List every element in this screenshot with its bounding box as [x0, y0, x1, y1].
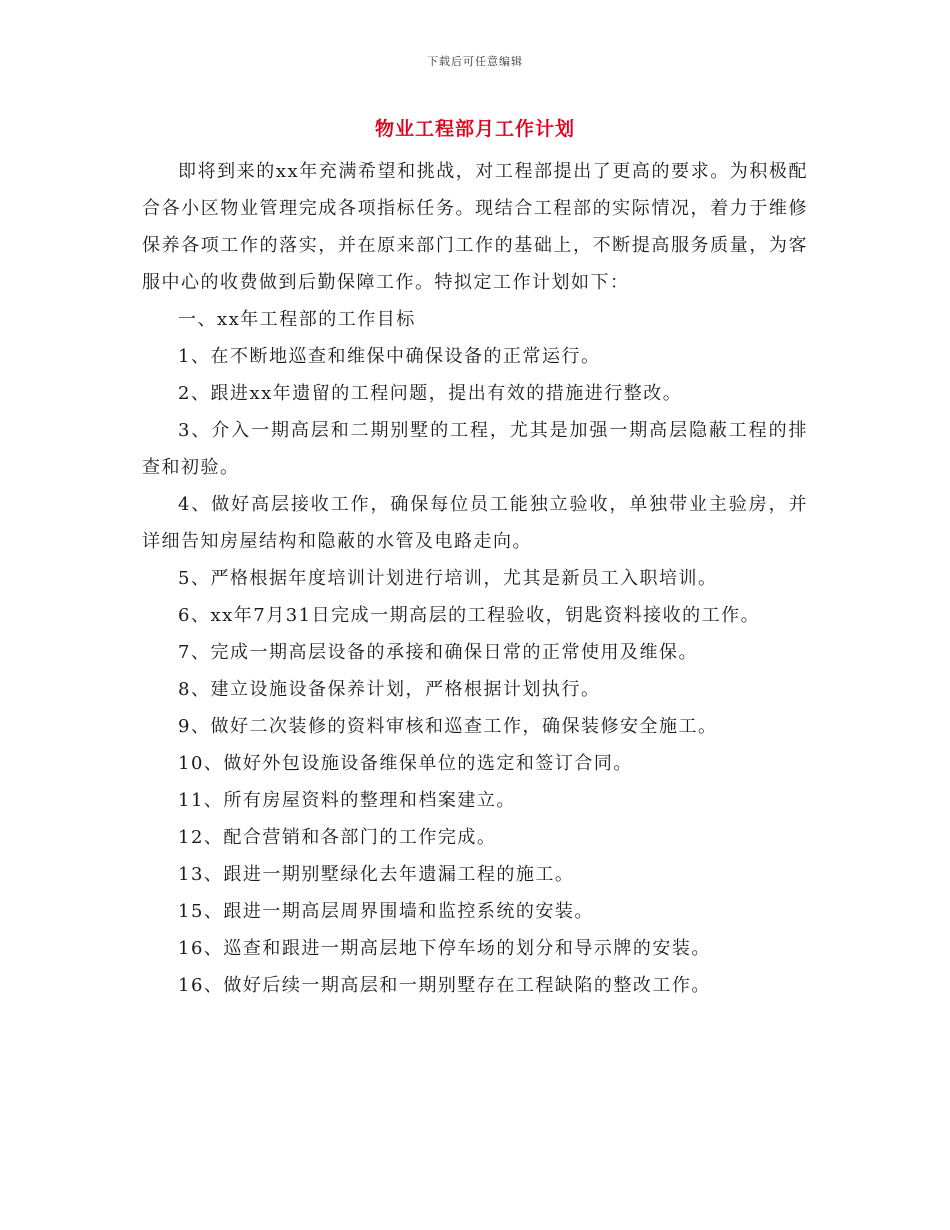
intro-paragraph: 即将到来的xx年充满希望和挑战，对工程部提出了更高的要求。为积极配合各小区物业管理完成各项指标任务。现结合工程部的实际情况，着力于维修保养各项工作的落实，并在原来部门工作的基础上，不断提高服务质量，为客服中心的收费做到后勤保障工作。特拟定工作计划如下：	[142, 161, 808, 293]
list-item: 16、做好后续一期高层和一期别墅存在工程缺陷的整改工作。	[178, 975, 711, 996]
document-body	[142, 153, 808, 1004]
list-item: 15、跟进一期高层周界围墙和监控系统的安装。	[178, 901, 594, 922]
list-item: 12、配合营销和各部门的工作完成。	[178, 827, 497, 848]
list-item: 2、跟进xx年遗留的工程问题，提出有效的措施进行整改。	[178, 383, 683, 404]
header-note: 下载后可任意编辑	[427, 55, 523, 68]
list-item: 7、完成一期高层设备的承接和确保日常的正常使用及维保。	[178, 642, 698, 663]
document-title: 物业工程部月工作计划	[374, 118, 575, 140]
list-item: 9、做好二次装修的资料审核和巡查工作，确保装修安全施工。	[178, 716, 718, 737]
list-item: 10、做好外包设施设备维保单位的选定和签订合同。	[178, 753, 633, 774]
list-item: 16、巡查和跟进一期高层地下停车场的划分和导示牌的安装。	[178, 938, 711, 959]
list-item: 13、跟进一期别墅绿化去年遗漏工程的施工。	[178, 864, 575, 885]
list-item: 6、xx年7月31日完成一期高层的工程验收，钥匙资料接收的工作。	[178, 605, 761, 626]
list-item: 1、在不断地巡查和维保中确保设备的正常运行。	[178, 346, 601, 367]
section-heading: 一、xx年工程部的工作目标	[178, 309, 416, 330]
list-item: 8、建立设施设备保养计划，严格根据计划执行。	[178, 679, 601, 700]
list-item: 5、严格根据年度培训计划进行培训，尤其是新员工入职培训。	[178, 568, 718, 589]
list-item: 3、介入一期高层和二期别墅的工程，尤其是加强一期高层隐蔽工程的排查和初验。	[142, 420, 808, 478]
list-item: 4、做好高层接收工作，确保每位员工能独立验收，单独带业主验房，并详细告知房屋结构和隐蔽的水管及电路走向。	[142, 494, 808, 552]
list-item: 11、所有房屋资料的整理和档案建立。	[178, 790, 516, 811]
